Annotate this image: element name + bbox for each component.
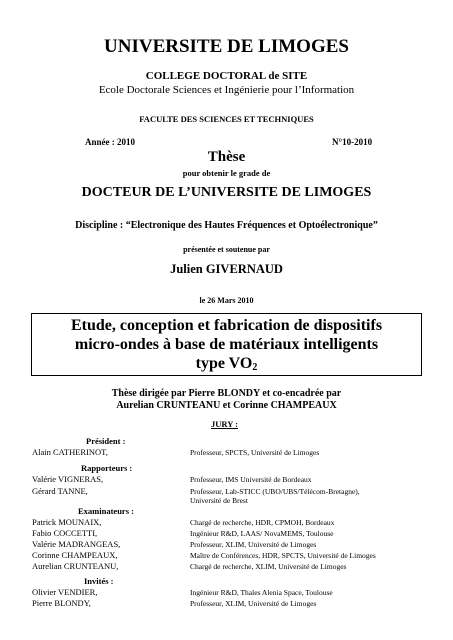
- jury-member-affiliation: Professeur, XLIM, Université de Limoges: [190, 599, 317, 608]
- invites-label: Invités :: [84, 576, 114, 586]
- jury-member-name: Valérie MADRANGEAS,: [32, 539, 121, 549]
- rapporteurs-label: Rapporteurs :: [81, 463, 133, 473]
- jury-member-name: Fabio COCCETTI,: [32, 528, 98, 538]
- examinateurs-label: Examinateurs :: [78, 506, 134, 516]
- jury-member-name: Pierre BLONDY,: [32, 598, 91, 608]
- jury-member-name: Patrick MOUNAIX,: [32, 517, 102, 527]
- jury-member-affiliation: Maître de Conférences, HDR, SPCTS, Université de Limoges: [190, 551, 376, 560]
- thesis-title-line-3-text: type VO: [195, 355, 253, 372]
- supervision-line-1: Thèse dirigée par Pierre BLONDY et co-encadrée par: [111, 388, 342, 399]
- author-name: Julien GIVERNAUD: [170, 262, 283, 276]
- thesis-heading: Thèse: [207, 149, 246, 165]
- jury-member-name: Olivier VENDIER,: [32, 587, 98, 597]
- faculty: FACULTE DES SCIENCES ET TECHNIQUES: [139, 114, 314, 124]
- jury-member-affiliation: Chargé de recherche, HDR, CPMOH, Bordeaux: [190, 518, 335, 527]
- jury-member-name: Alain CATHERINOT,: [32, 447, 108, 457]
- subscript-2: 2: [252, 362, 258, 373]
- thesis-title-line-1: Etude, conception et fabrication de dispositifs: [70, 317, 383, 334]
- jury-member-name: Corinne CHAMPEAUX,: [32, 550, 118, 560]
- presented-by: présentée et soutenue par: [183, 245, 270, 254]
- jury-member-affiliation: Ingénieur R&D, LAAS/ NovaMEMS, Toulouse: [190, 529, 334, 538]
- president-label: Président :: [86, 436, 126, 446]
- supervision-line-2: Aurelian CRUNTEANU et Corinne CHAMPEAUX: [116, 400, 337, 411]
- university-name: UNIVERSITE DE LIMOGES: [104, 36, 349, 57]
- doctoral-school: Ecole Doctorale Sciences et Ingénierie pour l’Information: [98, 84, 355, 96]
- year: Année : 2010: [85, 137, 135, 147]
- thesis-title-box: [31, 313, 422, 376]
- jury-member-affiliation: Professeur, IMS Université de Bordeaux: [190, 475, 312, 484]
- defense-date: le 26 Mars 2010: [199, 296, 254, 305]
- jury-member-name: Valérie VIGNERAS,: [32, 474, 104, 484]
- degree-name: DOCTEUR DE L’UNIVERSITE DE LIMOGES: [81, 185, 372, 200]
- jury-member-name: Aurelian CRUNTEANU,: [32, 561, 119, 571]
- thesis-number: N°10-2010: [332, 137, 373, 147]
- degree-intro: pour obtenir le grade de: [182, 168, 271, 178]
- jury-member-affiliation: Ingénieur R&D, Thales Alenia Space, Toulouse: [190, 588, 333, 597]
- thesis-title-line-2: micro-ondes à base de matériaux intelligents: [74, 336, 379, 353]
- thesis-title-line-3: [32, 354, 421, 377]
- college-name: COLLEGE DOCTORAL de SITE: [145, 70, 308, 82]
- jury-member-name: Gérard TANNE,: [32, 486, 88, 496]
- jury-heading: JURY :: [211, 419, 239, 429]
- affiliation-line-1: Professeur, Lab-STICC (UBO/UBS/Télécom-Bretagne),: [190, 487, 360, 496]
- jury-member-affiliation: Chargé de recherche, XLIM, Université de Limoges: [190, 562, 347, 571]
- jury-member-affiliation: Professeur, XLIM, Université de Limoges: [190, 540, 317, 549]
- discipline: Discipline : “Electronique des Hautes Fréquences et Optoélectronique”: [75, 220, 378, 231]
- jury-member-affiliation: [190, 487, 410, 505]
- affiliation-line-2: Université de Brest: [190, 496, 248, 505]
- jury-member-affiliation: Professeur, SPCTS, Université de Limoges: [190, 448, 320, 457]
